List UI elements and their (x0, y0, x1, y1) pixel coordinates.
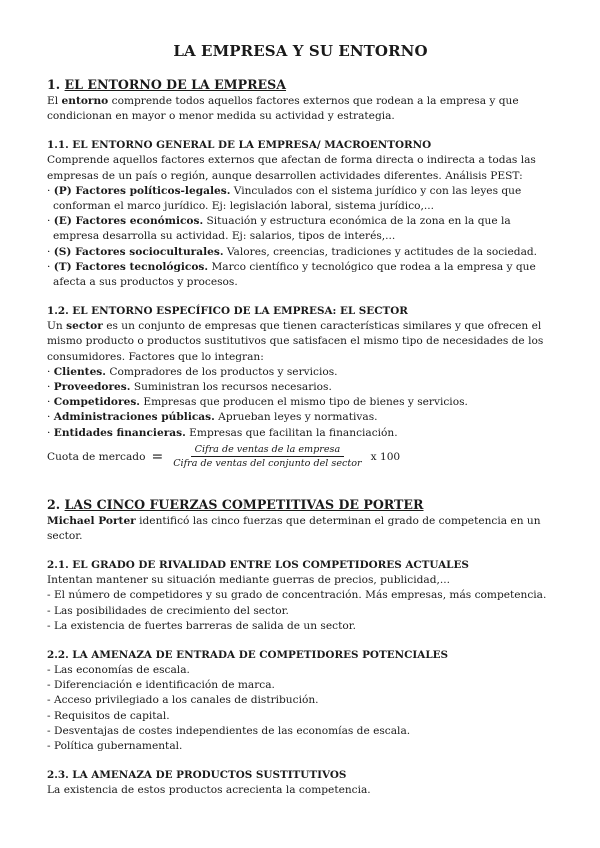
section-1-1-intro: Comprende aquellos factores externos que afectan de forma directa o indirecta a todas las empresas de un país o región, aunque desarrollen actividades diferentes. Análisis PEST: (47, 154, 536, 182)
list-item (47, 184, 554, 214)
pest-list (47, 184, 554, 290)
list-item (47, 260, 554, 290)
bullet: · (47, 365, 54, 378)
list-item (47, 245, 554, 260)
bullet: · (47, 184, 54, 197)
list-item: - Requisitos de capital. (47, 709, 170, 722)
equals-sign: = (151, 448, 164, 465)
section-1-2-heading: 1.2. EL ENTORNO ESPECÍFICO DE LA EMPRESA: EL SECTOR (47, 305, 408, 318)
bold-term: (E) Factores económicos. (53, 215, 204, 228)
section-2-1-intro: Intentan mantener su situación mediante guerras de precios, publicidad,... (47, 574, 450, 587)
item-text: Marco científico y tecnológico que rodea a la empresa y que afecta a sus productos y procesos. (53, 260, 536, 289)
intro-text: es un conjunto de empresas que tienen características similares y que ofrecen el mismo producto o productos sustitutivos que satisfacen el mismo tipo de necesidades de los consumidores. Factores que lo integran: (47, 320, 544, 363)
section-2-1-heading: 2.1. EL GRADO DE RIVALIDAD ENTRE LOS COMPETIDORES ACTUALES (47, 559, 469, 572)
bullet: · (47, 426, 54, 439)
fraction (169, 444, 365, 469)
list-item (47, 395, 554, 410)
bullet: · (47, 260, 54, 273)
section-2-3-heading: 2.3. LA AMENAZA DE PRODUCTOS SUSTITUTIVOS (47, 769, 347, 782)
bullet: · (47, 381, 54, 394)
item-text: Valores, creencias, tradiciones y actitudes de la sociedad. (223, 245, 538, 258)
section-title: LAS CINCO FUERZAS COMPETITIVAS DE PORTER (64, 496, 424, 512)
list-item (47, 214, 554, 244)
section-2-intro (47, 514, 554, 544)
sector-factors-list (47, 365, 554, 441)
rivalry-list (47, 588, 554, 634)
bullet: · (47, 396, 54, 409)
section-1-heading (47, 77, 554, 93)
formula-label: Cuota de mercado (47, 450, 146, 463)
item-text: Compradores de los productos y servicios. (105, 365, 338, 378)
intro-text: identificó las cinco fuerzas que determinan el grado de competencia en un sector. (47, 514, 541, 543)
bold-term: Michael Porter (47, 514, 136, 527)
bold-term: entorno (61, 95, 109, 107)
formula-multiplier: x 100 (370, 450, 401, 463)
market-share-formula (47, 443, 554, 471)
section-1-intro (47, 94, 554, 124)
list-item: - Política gubernamental. (47, 740, 183, 753)
list-item: - Las economías de escala. (47, 664, 190, 677)
fraction-denominator: Cifra de ventas del conjunto del sector (173, 458, 362, 470)
bold-term: (T) Factores tecnológicos. (53, 260, 209, 273)
section-2-3-intro: La existencia de estos productos acrecienta la competencia. (47, 784, 371, 797)
list-item: - Diferenciación e identificación de marca. (47, 679, 275, 692)
intro-text: comprende todos aquellos factores externos que rodean a la empresa y que condicionan en mayor o menor medida su actividad y estrategia. (47, 95, 519, 123)
list-item (47, 426, 554, 441)
section-number: 2. (47, 496, 61, 512)
item-text: Empresas que facilitan la financiación. (185, 426, 398, 439)
section-2-heading (47, 497, 554, 513)
item-text: Empresas que producen el mismo tipo de bienes y servicios. (139, 396, 468, 409)
bold-term: Administraciones públicas. (53, 411, 215, 424)
item-text: Aprueban leyes y normativas. (214, 411, 378, 424)
list-item: - Las posibilidades de crecimiento del sector. (47, 604, 289, 617)
section-1-1-heading: 1.1. EL ENTORNO GENERAL DE LA EMPRESA/ MACROENTORNO (47, 139, 432, 152)
bullet: · (47, 245, 54, 258)
intro-text: El (47, 95, 62, 107)
list-item (47, 380, 554, 395)
list-item: - Desventajas de costes independientes de las economías de escala. (47, 724, 411, 737)
bullet: · (47, 215, 54, 228)
item-text: Vinculados con el sistema jurídico y con las leyes que conforman el marco jurídico. Ej: legislación laboral, sistema jurídico,... (53, 184, 522, 213)
bold-term: (P) Factores políticos-legales. (53, 184, 231, 197)
document-title: LA EMPRESA Y SU ENTORNO (173, 42, 428, 60)
bold-term: (S) Factores socioculturales. (53, 245, 224, 258)
item-text: Situación y estructura económica de la zona en la que la empresa desarrolla su actividad. Ej: salarios, tipos de interés,... (53, 215, 511, 243)
section-title: EL ENTORNO DE LA EMPRESA (64, 77, 287, 92)
section-1-2-intro (47, 319, 554, 365)
section-number: 1. (47, 77, 61, 92)
bullet: · (47, 411, 54, 424)
bold-term: Competidores. (53, 396, 140, 409)
item-text: Suministran los recursos necesarios. (130, 381, 332, 394)
fraction-numerator: Cifra de ventas de la empresa (191, 444, 345, 457)
list-item (47, 410, 554, 425)
list-item: - Acceso privilegiado a los canales de distribución. (47, 694, 319, 707)
bold-term: Clientes. (53, 365, 106, 378)
section-2-2-heading: 2.2. LA AMENAZA DE ENTRADA DE COMPETIDORES POTENCIALES (47, 649, 449, 662)
bold-term: Entidades financieras. (53, 426, 186, 439)
entry-threat-list (47, 663, 554, 754)
list-item: - El número de competidores y su grado de concentración. Más empresas, más competencia. (47, 589, 547, 602)
list-item: - La existencia de fuertes barreras de salida de un sector. (47, 619, 356, 632)
bold-term: sector (66, 320, 103, 333)
intro-text: Un (47, 320, 67, 333)
bold-term: Proveedores. (53, 381, 131, 394)
list-item (47, 365, 554, 380)
